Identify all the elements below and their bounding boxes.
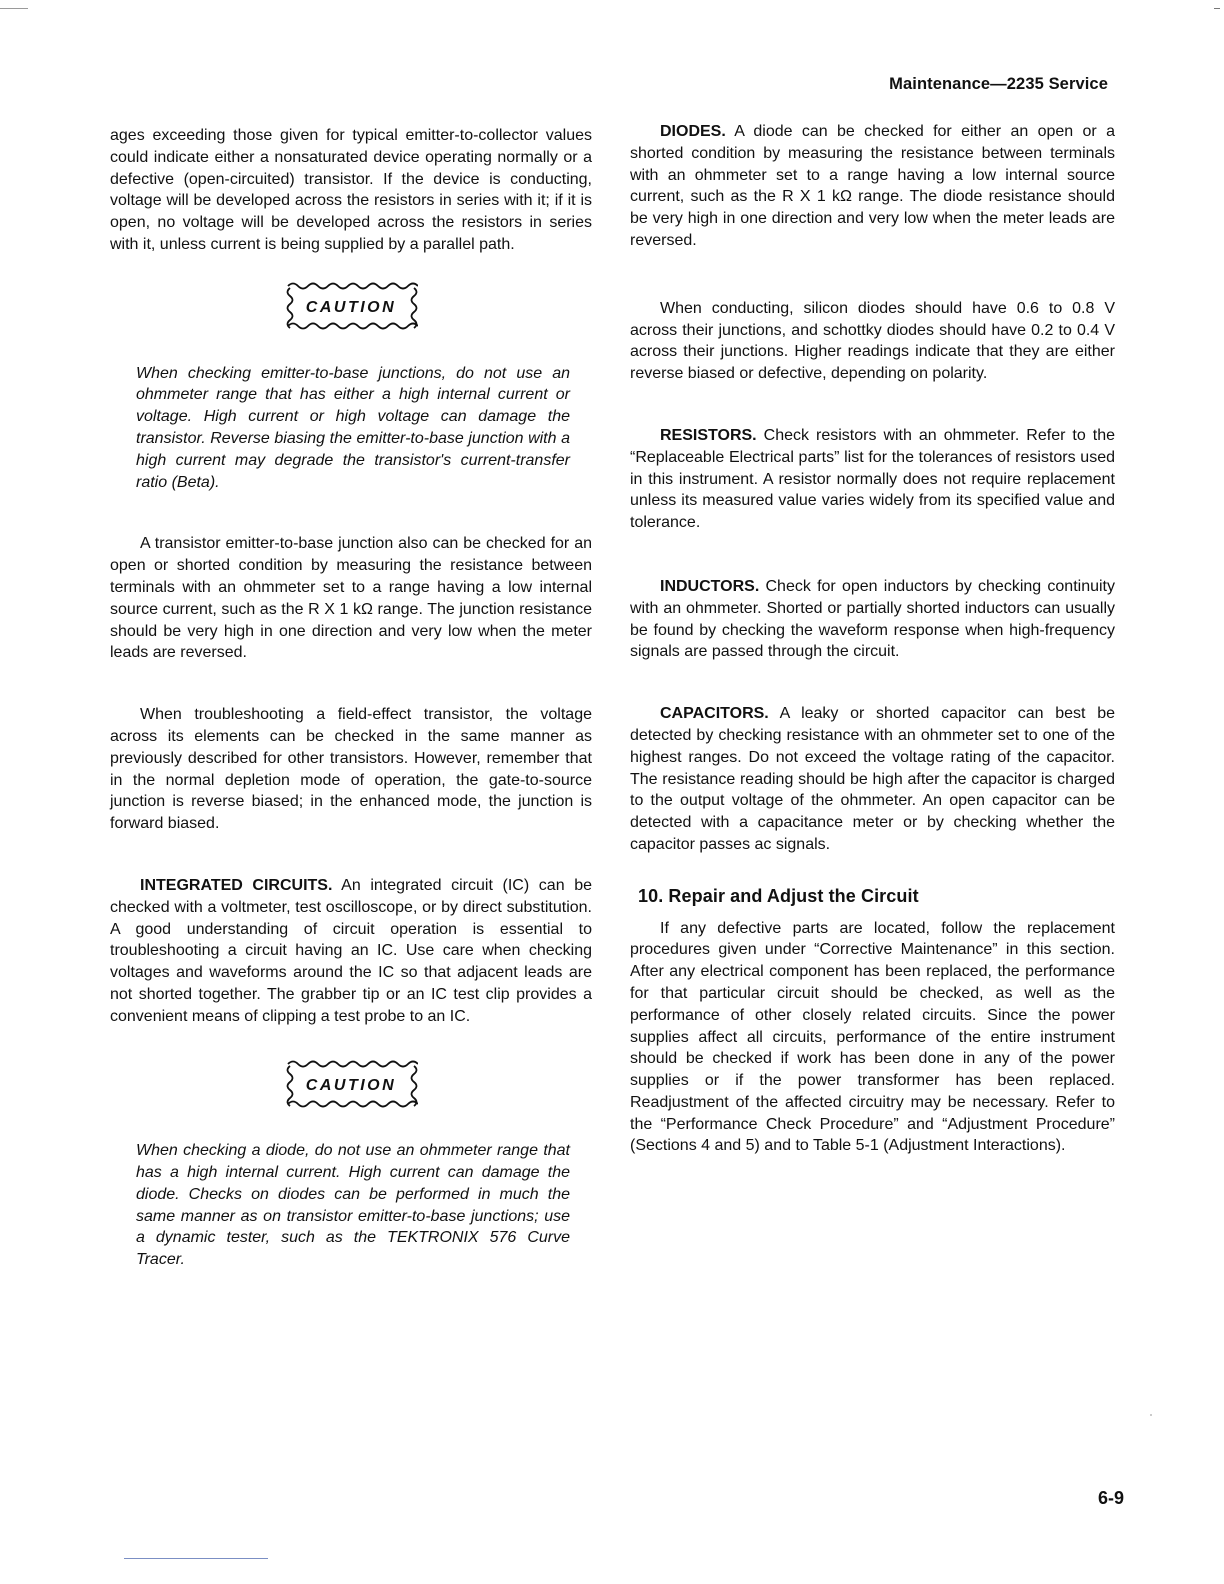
paragraph-diodes xyxy=(630,121,1115,252)
footer-rule xyxy=(124,1558,268,1559)
paragraph-fet: When troubleshooting a field-effect transistor, the voltage across its elements can be checked in the same manner as previously described for other transistors. However, remember that in the normal depletion mode of operation, the gate-to-source junction is reverse biased; in the enhanced mode, the junction is forward biased. xyxy=(110,706,592,833)
caution-text: When checking a diode, do not use an ohmmeter range that has a high internal current. High current can damage the diode. Checks on diodes can be performed in much the same manner as on transistor emitter-to-base junctions; use a dynamic tester, such as the TEKTRONIX 576 Curve Tracer. xyxy=(136,1142,570,1269)
caution-block xyxy=(110,1056,592,1119)
lead-diodes: DIODES. xyxy=(660,123,726,140)
lead-integrated-circuits: INTEGRATED CIRCUITS. xyxy=(140,876,333,894)
paragraph-transistor-voltages: ages exceeding those given for typical emitter-to-collector values could indicate either a nonsaturated device operating normally or a defective (open-circuited) transistor. If the device is conducting, voltage will be developed across the resistors in series with it; if it is open, no voltage will be developed across the resistors in series with it, unless current is being supplied by a parallel path. xyxy=(110,127,592,253)
caution-border-icon xyxy=(284,1056,418,1112)
caution-label: CAUTION xyxy=(305,298,397,316)
paragraph-inductors xyxy=(630,576,1115,663)
scan-edge-mark xyxy=(1214,8,1220,9)
paragraph-repair-adjust: If any defective parts are located, follow the replacement procedures given under “Corrective Maintenance” in this section. After any electrical component has been replaced, the performance for that particular circuit should be checked, as well as the performance of other closely related circuits. Since the power supplies affect all circuits, performance of the entire instrument should be checked if work has been done in any of the power supplies or if the power transformer has been replaced. Readjustment of the affected circuitry may be necessary. Refer to the “Performance Check Procedure” and “Adjustment Procedure” (Sections 4 and 5) and to Table 5-1 (Adjustment Interactions). xyxy=(630,919,1115,1155)
caution-block xyxy=(110,278,592,341)
text-inductors: Check for open inductors by checking continuity with an ohmmeter. Shorted or partially shorted inductors can usually be found by checking the waveform response when high-frequency signals are passed through the circuit. xyxy=(630,577,1115,661)
page-number: 6-9 xyxy=(1097,1488,1124,1508)
lead-resistors: RESISTORS. xyxy=(660,426,757,444)
text-capacitors: A leaky or shorted capacitor can best be detected by checking resistance with an ohmmeter set to one of the highest ranges. Do not exceed the voltage rating of the capacitor. The resistance reading should be high after the capacitor is charged to the output voltage of the ohmmeter. An open capacitor can be detected with a capacitance meter or by checking whether the capacitor passes ac signals. xyxy=(630,705,1116,853)
paragraph-silicon-diodes: When conducting, silicon diodes should have 0.6 to 0.8 V across their junctions, and schottky diodes should have 0.2 to 0.4 V across their junctions. Higher readings indicate that they are either reverse biased or defective, depending on polarity. xyxy=(630,299,1115,383)
caution-border-icon xyxy=(284,278,418,334)
paragraph-emitter-base: A transistor emitter-to-base junction also can be checked for an open or shorted condition by measuring the resistance between terminals with an ohmmeter set to a range having a low internal source current, such as the R X 1 kΩ range. The junction resistance should be very high in one direction and very low when the meter leads are reversed. xyxy=(110,535,592,662)
paragraph-capacitors xyxy=(630,703,1115,856)
text-resistors: Check resistors with an ohmmeter. Refer to the “Replaceable Electrical parts” list for the tolerances of resistors used in this instrument. A resistor normally does not require replacement unless its measured value varies widely from its specified value and tolerance. xyxy=(630,426,1116,532)
running-header: Maintenance—2235 Service xyxy=(889,75,1108,93)
paragraph-integrated-circuits xyxy=(110,875,592,1028)
scan-edge-mark xyxy=(0,8,28,9)
section-10 xyxy=(630,886,1115,1158)
caution-box xyxy=(284,278,418,334)
scan-speck xyxy=(1150,1414,1152,1416)
caution-box xyxy=(284,1056,418,1112)
text-integrated-circuits: An integrated circuit (IC) can be checked with a voltmeter, test oscilloscope, or by direct substitution. A good understanding of circuit operation is essential to troubleshooting a circuit having an IC. Use care when checking voltages and waveforms around the IC so that adjacent leads are not shorted together. The grabber tip or an IC test clip provides a convenient means of clipping a test probe to an IC. xyxy=(110,876,593,1025)
lead-inductors: INDUCTORS. xyxy=(660,577,760,595)
caution-text: When checking emitter-to-base junctions, do not use an ohmmeter range that has either a high internal current or voltage. High current or high voltage can damage the transistor. Reverse biasing the emitter-to-base junction with a high current may degrade the transistor's current-transfer ratio (Beta). xyxy=(136,364,570,491)
caution-label: CAUTION xyxy=(305,1076,397,1094)
right-column xyxy=(630,121,1115,1157)
left-column xyxy=(110,125,592,1271)
text-diodes: A diode can be checked for either an open or a shorted condition by measuring the resistance between terminals with an ohmmeter set to a range having a low internal source current, such as the R X 1 kΩ range. The diode resistance should be very high in one direction and very low when the meter leads are reversed. xyxy=(630,123,1116,249)
section-heading: 10. Repair and Adjust the Circuit xyxy=(638,885,919,906)
lead-capacitors: CAPACITORS. xyxy=(660,705,769,723)
paragraph-resistors xyxy=(630,425,1115,534)
